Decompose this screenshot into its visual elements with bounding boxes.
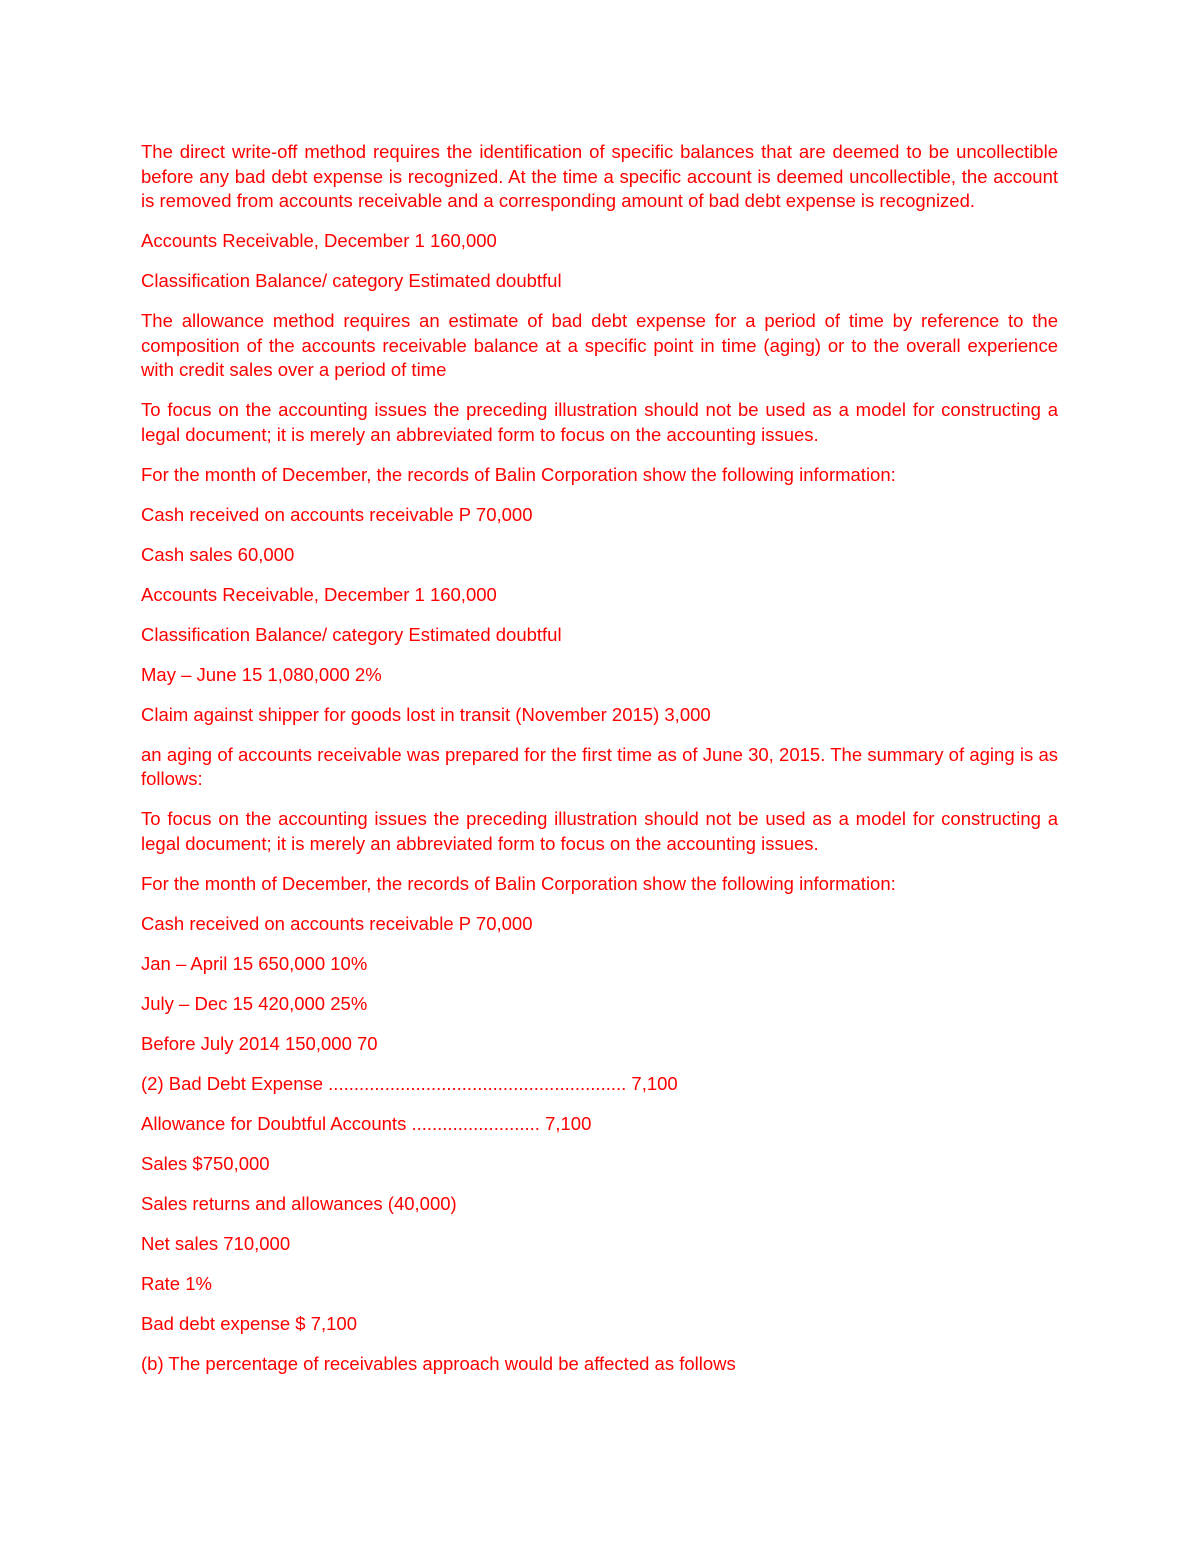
paragraph-december-records: For the month of December, the records of Balin Corporation show the following information: (141, 872, 896, 894)
paragraph-jan-april: Jan – April 15 650,000 10% (141, 952, 368, 974)
paragraph-net-sales: Net sales 710,000 (141, 1232, 291, 1254)
paragraph-sales: Sales $750,000 (141, 1152, 270, 1174)
paragraph-accounts-receivable: Accounts Receivable, December 1 160,000 (141, 583, 497, 605)
paragraph-cash-received: Cash received on accounts receivable P 70,000 (141, 503, 533, 525)
paragraph-classification: Classification Balance/ category Estimated doubtful (141, 270, 562, 291)
paragraph-percentage-receivables: (b) The percentage of receivables approach would be affected as follows (141, 1352, 736, 1374)
paragraph-cash-sales: Cash sales 60,000 (141, 543, 295, 565)
document-page (141, 140, 1058, 1392)
paragraph-may-june: May – June 15 1,080,000 2% (141, 663, 382, 685)
paragraph-allowance-method: The allowance method requires an estimate of bad debt expense for a period of time by reference to the composition of the accounts receivable balance at a specific point in time (aging) or to the overall experience with credit sales over a period of time (141, 310, 1058, 380)
paragraph-claim-shipper: Claim against shipper for goods lost in transit (November 2015) 3,000 (141, 703, 711, 725)
paragraph-focus-note: To focus on the accounting issues the preceding illustration should not be used as a model for constructing a legal document; it is merely an abbreviated form to focus on the accounting issues. (141, 808, 1058, 854)
paragraph-bad-debt-total: Bad debt expense $ 7,100 (141, 1312, 358, 1334)
paragraph-rate: Rate 1% (141, 1272, 212, 1294)
paragraph-accounts-receivable: Accounts Receivable, December 1 160,000 (141, 230, 497, 251)
paragraph-cash-received: Cash received on accounts receivable P 70,000 (141, 912, 533, 934)
paragraph-sales-returns: Sales returns and allowances (40,000) (141, 1192, 457, 1214)
paragraph-before-july: Before July 2014 150,000 70 (141, 1032, 378, 1054)
paragraph-direct-writeoff: The direct write-off method requires the identification of specific balances that are deemed to be uncollectible before any bad debt expense is recognized. At the time a specific account is deemed uncollectible, the account is removed from accounts receivable and a corresponding amount of bad debt expense is recognized. (141, 141, 1058, 211)
paragraph-july-dec: July – Dec 15 420,000 25% (141, 992, 368, 1014)
paragraph-aging: an aging of accounts receivable was prepared for the first time as of June 30, 2015. The summary of aging is as follows: (141, 743, 1058, 789)
paragraph-bad-debt-expense-entry: (2) Bad Debt Expense .......................................................... 7,100 (141, 1072, 678, 1094)
paragraph-allowance-entry: Allowance for Doubtful Accounts ......................... 7,100 (141, 1112, 592, 1134)
paragraph-focus-note: To focus on the accounting issues the preceding illustration should not be used as a model for constructing a legal document; it is merely an abbreviated form to focus on the accounting issues. (141, 399, 1058, 445)
paragraph-classification: Classification Balance/ category Estimated doubtful (141, 623, 562, 645)
paragraph-december-records: For the month of December, the records of Balin Corporation show the following information: (141, 463, 896, 485)
